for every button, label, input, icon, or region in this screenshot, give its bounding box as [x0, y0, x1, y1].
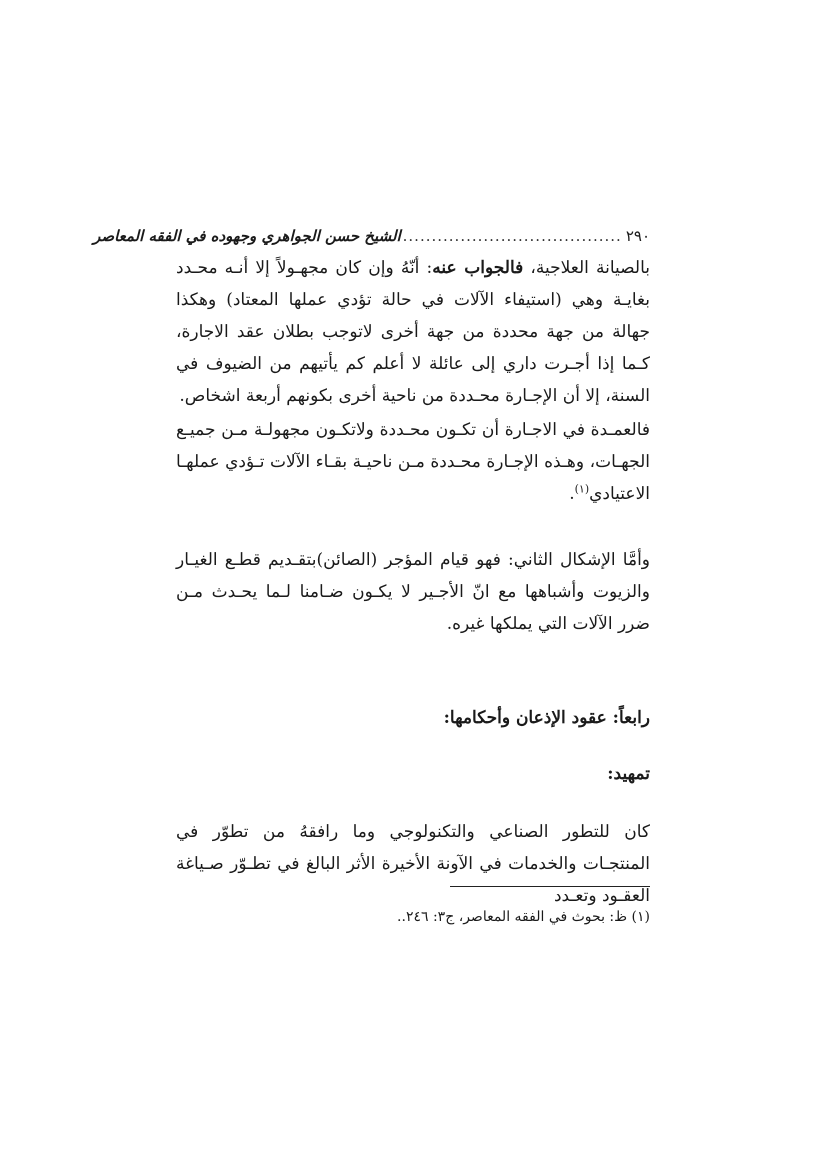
- paragraph-2: [176, 414, 650, 510]
- paragraph-1-bold: فالجواب عنه: [432, 258, 524, 278]
- running-header: [93, 226, 650, 246]
- header-leader-dots: ......................................: [402, 227, 622, 245]
- paragraph-4: كان للتطور الصناعي والتكنولوجي وما رافقهُ من تطوّر في المنتجـات والخدمات في الآونة الأخيرة الأثر البالغ في تطـوّر صـياغة العقـود وتعـدد: [176, 822, 650, 906]
- book-title: الشيخ حسن الجواهري وجهوده في الفقه المعاصر: [93, 227, 401, 245]
- paragraph-3: وأمَّا الإشكال الثاني: فهو قيام المؤجر (الصائن)بتقـديم قطـع الغيـار والزيوت وأشباهها مع انّ الأجـير لا يكـون ضـامنا لـما يحـدث مـن ضرر الآلات التي يملكها غيره.: [176, 550, 650, 634]
- paragraph-1-rest: : أنّهُ وإن كان مجهـولاً إلا أنـه محـدد بغايـة وهي (استيفاء الآلات في حالة تؤدي عملها المعتاد) وهكذا جهالة من جهة محددة من جهة أخرى لاتوجب بطلان عقد الاجارة، كـما إذا أجـرت داري إلى عائلة لا أعلم كم يأتيهم من الضيوف في السنة، إلا أن الإجـارة محـددة من ناحية أخرى بكونهم أربعة اشخاص.: [176, 258, 650, 406]
- subsection-heading: تمهيد:: [607, 764, 650, 784]
- paragraph-2-end: .: [569, 484, 575, 504]
- footnote: (١) ظ: بحوث في الفقه المعاصر، ج٣: ٢٤٦..: [397, 909, 650, 925]
- paragraph-2-text: فالعمـدة في الاجـارة أن تكـون محـددة ولاتكـون مجهولـة مـن جميـع الجهـات، وهـذه الإجـارة محـددة مـن ناحيـة بقـاء الآلات تـؤدي عملهـا الاعتيادي: [176, 420, 650, 504]
- page-number: ٢٩٠: [625, 227, 650, 245]
- footnote-divider: [450, 886, 650, 887]
- paragraph-1: [176, 252, 650, 412]
- section-heading: رابعاً: عقود الإذعان وأحكامها:: [443, 708, 650, 728]
- footnote-reference[interactable]: (١): [574, 482, 590, 496]
- paragraph-1-lead: بالصيانة العلاجية،: [523, 258, 650, 278]
